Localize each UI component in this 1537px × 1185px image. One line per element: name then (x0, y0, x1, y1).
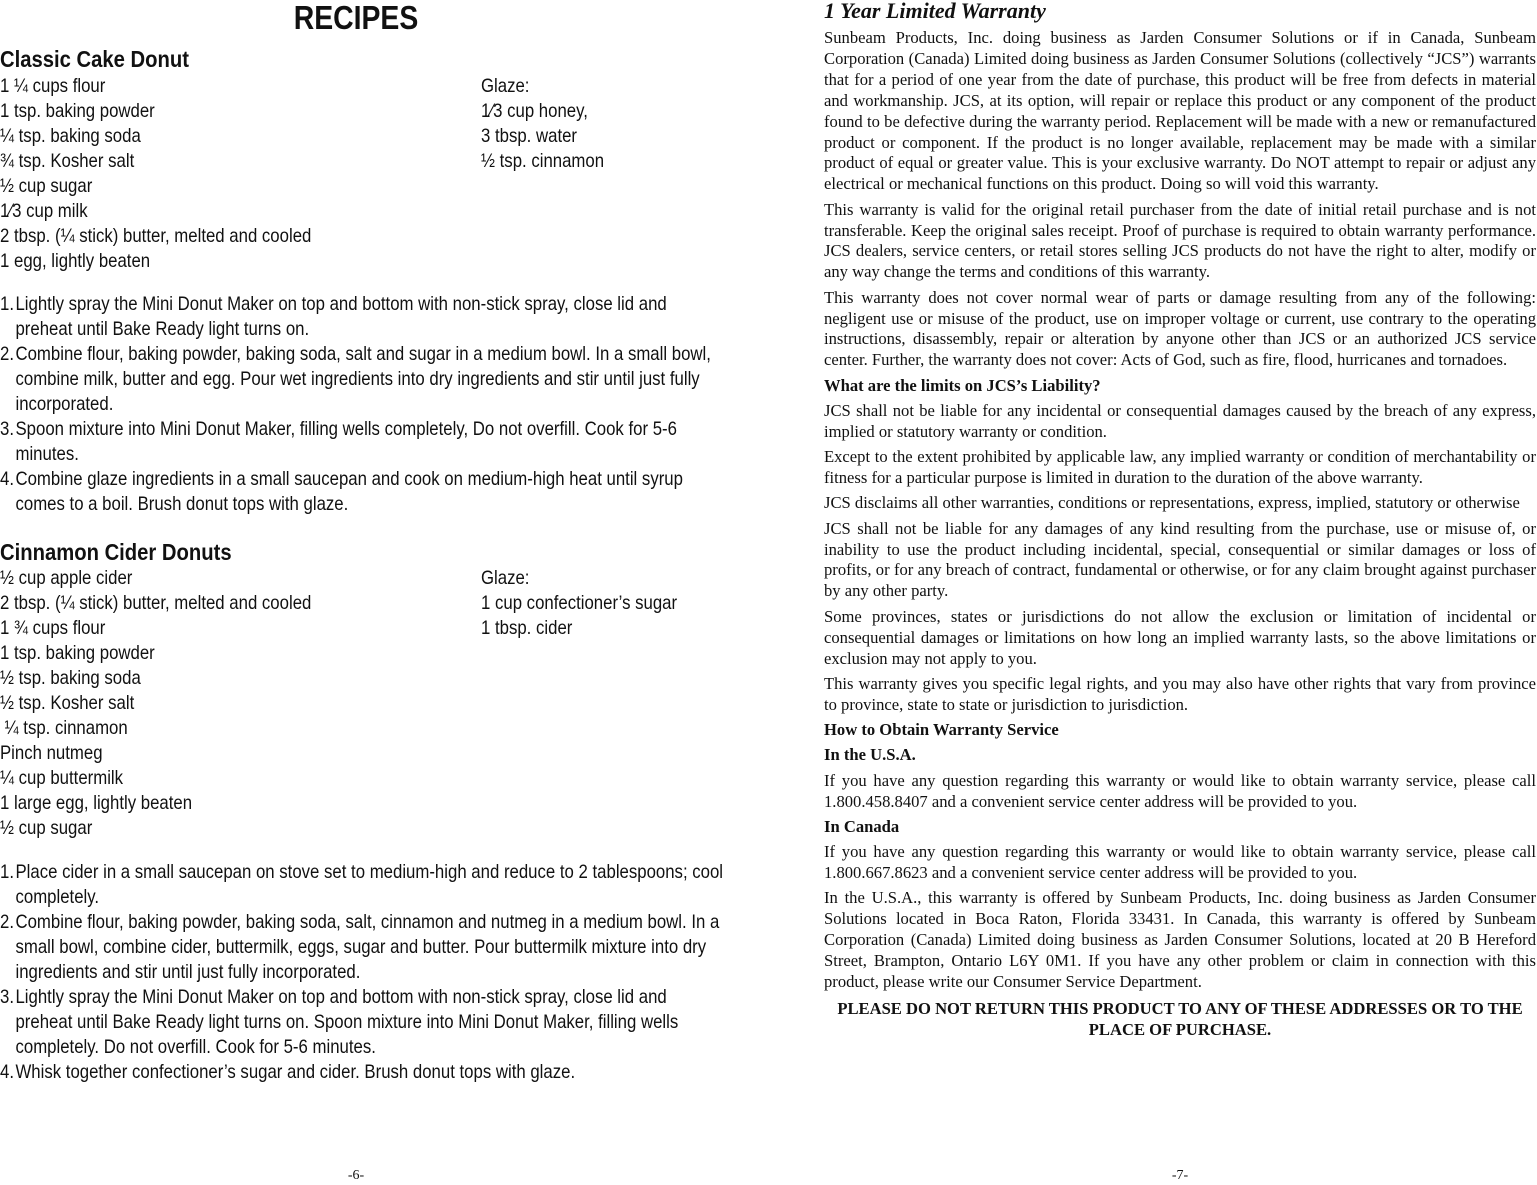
liability-heading: What are the limits on JCS’s Liability? (824, 375, 1101, 395)
liability-paragraph: JCS shall not be liable for any damages of any kind resulting from the purchase, use or misuse of, or inability to use the product including incidental, special, consequential or similar damages or loss of profits, or for any breach of contract, fundamental or otherwise, or for any claim brought against purchaser by any other party. (824, 518, 1536, 601)
ingredient-item: 1 ¼ cups flour (0, 75, 106, 97)
step-text: Lightly spray the Mini Donut Maker on top and bottom with non-stick spray, close lid and preheat until Bake Ready light turns on. (15, 293, 667, 340)
step-number: 3. (0, 418, 14, 440)
warranty-title: 1 Year Limited Warranty (824, 0, 1046, 23)
step-number: 4. (0, 468, 14, 490)
ingredient-list (0, 74, 362, 274)
step-item (0, 467, 724, 517)
glaze-list (481, 74, 624, 174)
warranty-paragraph: Sunbeam Products, Inc. doing business as Jarden Consumer Solutions or if in Canada, Sunbeam Corporation (Canada) Limited doing business as Jarden Consumer Solutions (collectively “JCS”) warrants that for a period of one year from the date of purchase, this product will be free from defects in material and workmanship. JCS, at its option, will repair or replace this product or any component of the product found to be defective during the warranty period. Replacement will be made with a new or remanufactured product or component. If the product is no longer available, replacement may be made with a similar product of equal or greater value. This is your exclusive warranty. Do NOT attempt to repair or adjust any electrical or mechanical functions on this product. Doing so will void this warranty. (824, 28, 1536, 194)
ingredient-item: ¼ cup buttermilk (0, 767, 124, 789)
step-text: Combine glaze ingredients in a small saucepan and cook on medium-high heat until syrup comes to a boil. Brush donut tops with glaze. (15, 468, 683, 515)
step-number: 1. (0, 861, 14, 883)
step-number: 2. (0, 911, 14, 933)
ingredient-item: 2 tbsp. (¼ stick) butter, melted and cooled (0, 225, 312, 247)
return-notice: PLEASE DO NOT RETURN THIS PRODUCT TO ANY OF THESE ADDRESSES OR TO THE PLACE OF PURCHASE. (837, 998, 1523, 1039)
recipe-steps (0, 292, 712, 517)
ingredient-item: 1 tsp. baking powder (0, 100, 155, 122)
step-number: 1. (0, 293, 14, 315)
ingredient-item: 1 tsp. baking powder (0, 642, 155, 664)
page-title: RECIPES (293, 0, 419, 36)
step-item (0, 292, 724, 342)
ingredient-item: ½ cup apple cider (0, 567, 133, 589)
canada-heading: In Canada (824, 816, 900, 836)
ingredient-item: ¼ tsp. baking soda (0, 125, 141, 147)
liability-paragraph: This warranty gives you specific legal rights, and you may also have other rights that vary from province to province, state to state or jurisdiction to jurisdiction. (824, 673, 1536, 714)
step-text: Whisk together confectioner’s sugar and cider. Brush donut tops with glaze. (15, 1061, 576, 1083)
warranty-paragraph: This warranty does not cover normal wear of parts or damage resulting from any of the following: negligent use or misuse of the product, use on improper voltage or current, use contrary to the operating instructions, disassembly, repair or alteration by anyone other than JCS or an authorized JCS service center. Further, the warranty does not cover: Acts of God, such as fire, flood, hurricanes and tornadoes. (824, 287, 1536, 370)
ingredient-item: Pinch nutmeg (0, 742, 103, 764)
ingredient-item: 2 tbsp. (¼ stick) butter, melted and cooled (0, 592, 312, 614)
ingredient-item: ¾ tsp. Kosher salt (0, 150, 135, 172)
step-number: 4. (0, 1061, 14, 1083)
step-text: Lightly spray the Mini Donut Maker on top and bottom with non-stick spray, close lid and preheat until Bake Ready light turns on. Spoon mixture into Mini Donut Maker, filling wells completely. Do not overfill. Cook for 5-6 minutes. (15, 986, 679, 1058)
ingredient-item: 1 large egg, lightly beaten (0, 792, 193, 814)
step-item (0, 1060, 724, 1085)
step-number: 2. (0, 343, 14, 365)
step-item (0, 860, 724, 910)
ingredient-item: 1⁄3 cup milk (0, 200, 88, 222)
warranty-body (824, 28, 1536, 1045)
warranty-offer-text: In the U.S.A., this warranty is offered by Sunbeam Products, Inc. doing business as Jarden Consumer Solutions located in Boca Raton, Florida 33431. In Canada, this warranty is offered by Sunbeam Corporation (Canada) Limited doing business as Jarden Consumer Solutions, located at 20 B Hereford Street, Brampton, Ontario L6Y 0M1. If you have any other problem or claim in connection with this product, please write our Consumer Service Department. (824, 888, 1536, 991)
glaze-item: 1 cup confectioner’s sugar (481, 592, 678, 614)
service-heading: How to Obtain Warranty Service (824, 720, 1059, 739)
liability-paragraph: Some provinces, states or jurisdictions do not allow the exclusion or limitation of incidental or consequential damages or limitations on how long an implied warranty lasts, so the above limitations or exclusion may not apply to you. (824, 606, 1536, 668)
recipe-title-cinnamon-cider-donuts: Cinnamon Cider Donuts (0, 539, 232, 565)
step-text: Combine flour, baking powder, baking soda, salt and sugar in a medium bowl. In a small bowl, combine milk, butter and egg. Pour wet ingredients into dry ingredients and stir until just fully incorporated. (15, 343, 711, 415)
step-item (0, 910, 724, 985)
glaze-item: 3 tbsp. water (481, 125, 578, 147)
step-item (0, 342, 724, 417)
ingredient-item: ¼ tsp. cinnamon (0, 717, 128, 739)
step-text: Combine flour, baking powder, baking soda, salt, cinnamon and nutmeg in a medium bowl. In a small bowl, combine cider, buttermilk, eggs, sugar and butter. Pour buttermilk mixture into dry ingredients and stir until just fully incorporated. (15, 911, 720, 983)
step-item (0, 985, 724, 1060)
step-text: Spoon mixture into Mini Donut Maker, filling wells completely, Do not overfill. Cook for 5-6 minutes. (15, 418, 677, 465)
ingredient-item: 1 ¾ cups flour (0, 617, 106, 639)
step-text: Place cider in a small saucepan on stove set to medium-high and reduce to 2 tablespoons; cool completely. (15, 861, 724, 908)
glaze-item: ½ tsp. cinnamon (481, 150, 605, 172)
liability-paragraph: Except to the extent prohibited by applicable law, any implied warranty or condition of merchantability or fitness for a particular purpose is limited in duration to the duration of the above warranty. (824, 447, 1536, 488)
glaze-item: 1 tbsp. cider (481, 617, 573, 639)
glaze-item: Glaze: (481, 75, 530, 97)
ingredient-item: ½ cup sugar (0, 817, 93, 839)
step-number: 3. (0, 986, 14, 1008)
ingredient-item: ½ tsp. baking soda (0, 667, 141, 689)
usa-heading: In the U.S.A. (824, 745, 916, 765)
step-item (0, 417, 724, 467)
recipe-steps (0, 860, 724, 1085)
liability-paragraph: JCS shall not be liable for any incidental or consequential damages caused by the breach of any express, implied or statutory warranty or condition. (824, 400, 1536, 441)
liability-paragraph: JCS disclaims all other warranties, conditions or representations, express, implied, statutory or otherwise (824, 493, 1520, 513)
glaze-item: Glaze: (481, 567, 530, 589)
ingredient-item: 1 egg, lightly beaten (0, 250, 151, 272)
ingredient-list (0, 566, 362, 841)
warranty-paragraph: This warranty is valid for the original retail purchaser from the date of initial retail purchase and is not transferable. Keep the original sales receipt. Proof of purchase is required to obtain warranty performance. JCS dealers, service centers, or retail stores selling JCS products do not have the right to alter, modify or any way change the terms and conditions of this warranty. (824, 199, 1536, 282)
warranty-page (824, 0, 1536, 1185)
canada-contact-text: If you have any question regarding this warranty or would like to obtain warranty service, please call 1.800.667.8623 and a convenient service center address will be provided to you. (824, 842, 1536, 882)
recipes-page (0, 0, 724, 1185)
recipe-title-classic-cake-donut: Classic Cake Donut (0, 46, 189, 72)
usa-contact-text: If you have any question regarding this warranty or would like to obtain warranty service, please call 1.800.458.8407 and a convenient service center address will be provided to you. (824, 770, 1536, 811)
page-number: -7- (1171, 1168, 1189, 1183)
glaze-list (481, 566, 709, 641)
glaze-item: 1⁄3 cup honey, (481, 100, 588, 122)
page-number: -6- (347, 1168, 365, 1183)
ingredient-item: ½ cup sugar (0, 175, 93, 197)
ingredient-item: ½ tsp. Kosher salt (0, 692, 135, 714)
